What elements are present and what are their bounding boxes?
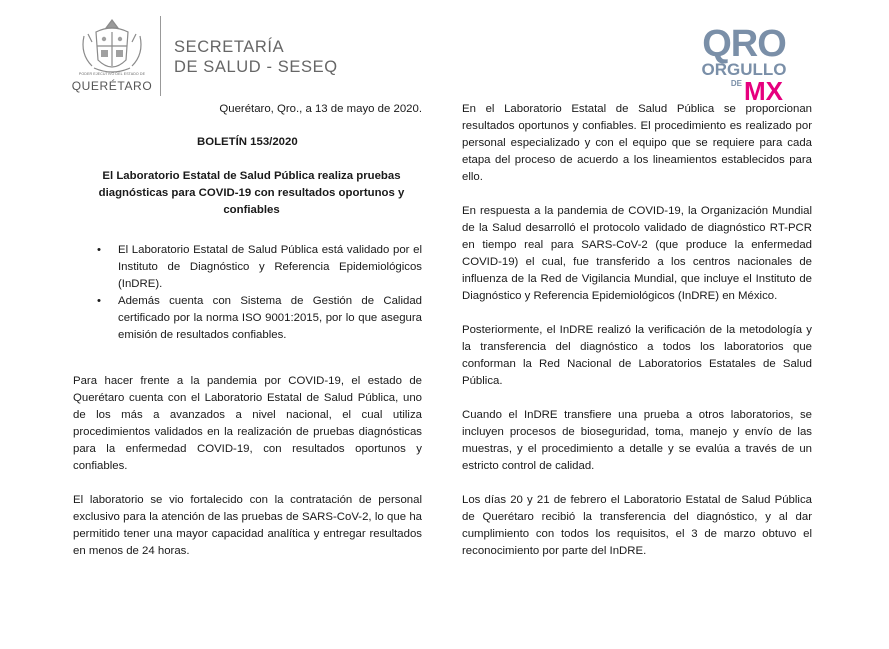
seal-caption: PODER EJECUTIVO DEL ESTADO DE (78, 72, 146, 76)
body-paragraph: Cuando el InDRE transfiere una prueba a otros laboratorios, se incluyen procesos de bioseguridad, toma, manejo y envío de las muestras, y el procedimiento a detalle y se evalúa a través de un estricto control de calidad. (462, 409, 812, 472)
body-paragraph: El laboratorio se vio fortalecido con la contratación de personal exclusivo para la atención de las pruebas de SARS-CoV-2, lo que ha permitido tener una mayor capacidad analítica y entregar resultados en menos de 24 horas. (73, 494, 422, 557)
body-paragraph: Posteriormente, el InDRE realizó la verificación de la metodología y la transferencia del diagnóstico a todos los laboratorios que conforman la Red Nacional de Laboratorios Estatales de Salud Pública. (462, 324, 812, 387)
left-column (73, 101, 422, 560)
agency-name-line2: DE SALUD - SESEQ (174, 58, 338, 76)
bullet-item (73, 293, 422, 344)
body-paragraph: En el Laboratorio Estatal de Salud Pública se proporcionan resultados oportunos y confiables. El procedimiento es realizado por personal especializado y con el equipo que se requiere para cada etapa del proceso de acuerdo a los lineamientos establecidos para ello. (462, 103, 812, 183)
headline: El Laboratorio Estatal de Salud Pública realiza pruebas diagnósticas para COVID-19 con resultados oportunos y confiables (98, 170, 405, 216)
bullet-item (73, 242, 422, 293)
bullet-text: Además cuenta con Sistema de Gestión de Calidad certificado por la norma ISO 9001:2015, por lo que asegura emisión de resultados confiables. (118, 295, 422, 341)
bullet-dot-icon: • (97, 244, 101, 256)
agency-name-line1: SECRETARÍA (174, 38, 285, 56)
body-paragraph: Para hacer frente a la pandemia por COVID-19, el estado de Querétaro cuenta con el Laboratorio Estatal de Salud Pública, uno de los más a avanzados a nivel nacional, el cual utiliza procedimientos validados en la realización de pruebas diagnósticas para la enfermedad COVID-19, con resultados oportunos y confiables. (73, 375, 422, 472)
right-column (462, 101, 812, 560)
header-divider (160, 16, 161, 96)
bulletin-number: BOLETÍN 153/2020 (197, 136, 298, 148)
logo-mx-text: MX (744, 76, 783, 104)
seal-state-name: QUERÉTARO (71, 79, 153, 93)
logo-qro-text: QRO (702, 23, 786, 65)
bullet-text: El Laboratorio Estatal de Salud Pública está validado por el Instituto de Diagnóstico y Referencia Epidemiológicos (InDRE). (118, 244, 422, 290)
qro-orgullo-mx-logo (692, 20, 796, 104)
logo-orgullo-text: ORGULLO (701, 60, 787, 79)
bullet-list (73, 242, 422, 344)
bullet-dot-icon: • (97, 295, 101, 307)
body-paragraph: Los días 20 y 21 de febrero el Laboratorio Estatal de Salud Pública de Querétaro recibió la transferencia del diagnóstico, y al dar cumplimiento con todos los requisitos, el 3 de marzo obtuvo el reconocimiento por parte del InDRE. (462, 494, 812, 557)
logo-de-text: DE (730, 79, 742, 88)
body-paragraph: En respuesta a la pandemia de COVID-19, la Organización Mundial de la Salud desarrolló el protocolo validado de diagnóstico RT-PCR en tiempo real para SARS-CoV-2 (que produce la enfermedad COVID-19) el cual, fue transferido a los centros nacionales de influenza de la Red de Vigilancia Mundial, que incluye el Instituto de Diagnóstico y Referencia Epidemiológicos (InDRE) en México. (462, 205, 812, 302)
date-line: Querétaro, Qro., a 13 de mayo de 2020. (219, 103, 422, 115)
